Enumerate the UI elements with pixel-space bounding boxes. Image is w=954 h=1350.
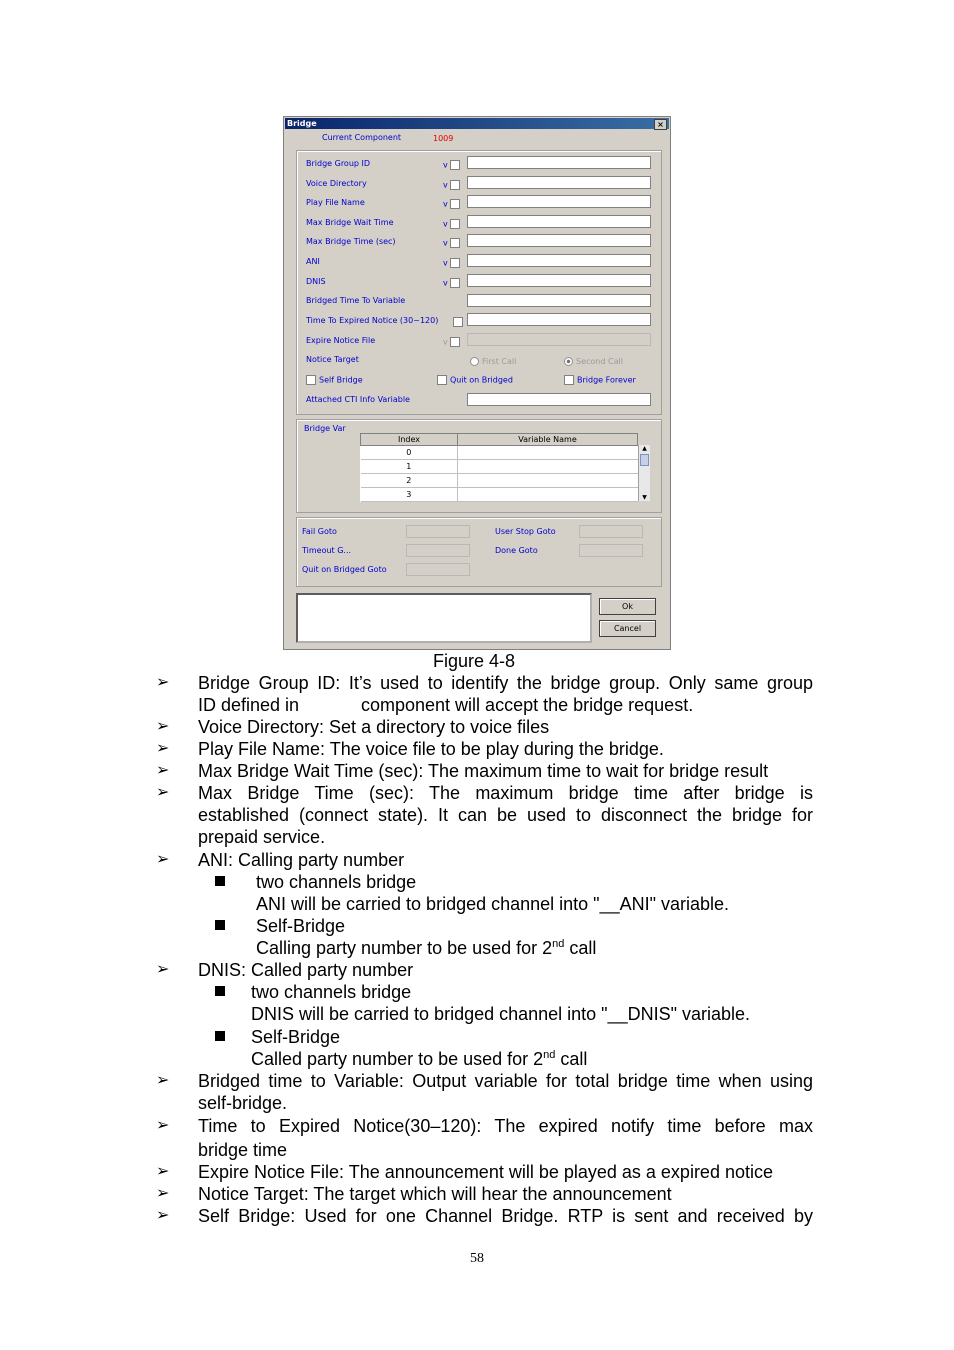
voice-directory-var[interactable]: v <box>443 180 460 190</box>
voice-directory-input[interactable] <box>467 176 651 189</box>
table-scrollbar[interactable] <box>638 445 650 501</box>
index-cell: 2 <box>361 474 458 488</box>
bullet-arrow-icon: ➢ <box>156 1072 170 1089</box>
square-bullet-icon <box>215 876 225 886</box>
index-cell: 1 <box>361 460 458 474</box>
bullet-arrow-icon: ➢ <box>156 851 170 868</box>
user-stop-goto-label: User Stop Goto <box>495 527 556 536</box>
play-file-name-input[interactable] <box>467 195 651 208</box>
table-row[interactable] <box>361 488 638 502</box>
ok-button[interactable]: Ok <box>599 598 656 615</box>
expire-notice-file-input[interactable] <box>467 333 651 346</box>
dnis-label: DNIS <box>306 277 326 286</box>
max-bridge-time-var[interactable]: v <box>443 238 460 248</box>
table-row[interactable] <box>361 460 638 474</box>
timeout-goto-field[interactable] <box>406 544 470 557</box>
item-ani-self-desc: Calling party number to be used for 2nd call <box>256 938 597 958</box>
expire-notice-file-var[interactable]: v <box>443 337 460 347</box>
bullet-arrow-icon: ➢ <box>156 674 170 691</box>
max-bridge-time-input[interactable] <box>467 234 651 247</box>
bullet-arrow-icon: ➢ <box>156 740 170 757</box>
close-icon[interactable]: × <box>654 119 667 130</box>
current-component-value: 1009 <box>433 134 454 143</box>
variable-cell <box>458 446 638 460</box>
timeout-goto-label: Timeout G... <box>302 546 352 555</box>
bullet-arrow-icon: ➢ <box>156 1117 170 1134</box>
item-expired-1: Time to Expired Notice(30–120): The expired notify time before max <box>198 1116 813 1136</box>
play-file-name-var[interactable]: v <box>443 199 460 209</box>
bridged-time-variable-label: Bridged Time To Variable <box>306 296 406 305</box>
item-voice-directory: Voice Directory: Set a directory to voice files <box>198 717 550 737</box>
notice-target-label: Notice Target <box>306 355 359 364</box>
max-bridge-wait-label: Max Bridge Wait Time <box>306 218 394 227</box>
bullet-arrow-icon: ➢ <box>156 1185 170 1202</box>
bullet-arrow-icon: ➢ <box>156 961 170 978</box>
cancel-button[interactable]: Cancel <box>599 620 656 637</box>
quit-bridged-goto-label: Quit on Bridged Goto <box>302 565 387 574</box>
variable-name-header[interactable]: Variable Name <box>458 434 638 446</box>
bridge-group-id-input[interactable] <box>467 156 651 169</box>
item-dnis-self: Self-Bridge <box>251 1027 341 1047</box>
first-call-radio[interactable]: First Call <box>470 357 516 366</box>
dialog-titlebar <box>285 118 669 129</box>
user-stop-goto-field[interactable] <box>579 525 643 538</box>
item-max-time-1: Max Bridge Time (sec): The maximum bridge time after bridge is <box>198 783 813 803</box>
bridge-dialog <box>283 116 671 650</box>
bullet-arrow-icon: ➢ <box>156 784 170 801</box>
item-play-file: Play File Name: The voice file to be play during the bridge. <box>198 739 664 759</box>
expire-notice-file-label: Expire Notice File <box>306 336 376 345</box>
dnis-input[interactable] <box>467 274 651 287</box>
item-dnis-self-desc: Called party number to be used for 2nd call <box>251 1049 588 1069</box>
item-bridged-time-2: self-bridge. <box>198 1093 288 1113</box>
bullet-arrow-icon: ➢ <box>156 762 170 779</box>
bridge-group-id-label: Bridge Group ID <box>306 159 371 168</box>
square-bullet-icon <box>215 986 225 996</box>
time-to-expired-label: Time To Expired Notice (30~120) <box>306 316 439 325</box>
item-dnis-two-desc: DNIS will be carried to bridged channel into "__DNIS" variable. <box>251 1004 751 1024</box>
item-ani-self: Self-Bridge <box>256 916 346 936</box>
item-max-wait: Max Bridge Wait Time (sec): The maximum time to wait for bridge result <box>198 761 769 781</box>
item-dnis-two: two channels bridge <box>251 982 412 1002</box>
index-header[interactable]: Index <box>361 434 458 446</box>
item-ani-two-desc: ANI will be carried to bridged channel into "__ANI" variable. <box>256 894 730 914</box>
current-component-label: Current Component <box>322 133 402 142</box>
bridge-group-id-var[interactable]: v <box>443 160 460 170</box>
max-bridge-wait-input[interactable] <box>467 215 651 228</box>
second-call-radio[interactable]: Second Call <box>564 357 623 366</box>
dialog-title: Bridge <box>287 119 317 128</box>
bridge-var-table <box>360 433 638 502</box>
play-file-name-label: Play File Name <box>306 198 365 207</box>
bridged-time-variable-input[interactable] <box>467 294 651 307</box>
bullet-arrow-icon: ➢ <box>156 1163 170 1180</box>
table-row[interactable] <box>361 474 638 488</box>
max-bridge-time-label: Max Bridge Time (sec) <box>306 237 396 246</box>
index-cell: 3 <box>361 488 458 502</box>
square-bullet-icon <box>215 920 225 930</box>
scroll-up-icon[interactable]: ▲ <box>642 445 647 452</box>
ani-var[interactable]: v <box>443 258 460 268</box>
variable-cell <box>458 474 638 488</box>
item-bridge-group-1: Bridge Group ID: It’s used to identify the bridge group. Only same group <box>198 673 813 693</box>
item-self-bridge: Self Bridge: Used for one Channel Bridge. RTP is sent and received by <box>198 1206 813 1226</box>
item-ani-two: two channels bridge <box>256 872 417 892</box>
done-goto-field[interactable] <box>579 544 643 557</box>
time-to-expired-input[interactable] <box>467 313 651 326</box>
bullet-arrow-icon: ➢ <box>156 1207 170 1224</box>
table-row[interactable] <box>361 446 638 460</box>
max-bridge-wait-var[interactable]: v <box>443 219 460 229</box>
item-max-time-3: prepaid service. <box>198 827 326 847</box>
item-expire-file: Expire Notice File: The announcement will be played as a expired notice <box>198 1162 773 1182</box>
figure-caption: Figure 4-8 <box>433 651 516 671</box>
item-expired-2: bridge time <box>198 1140 288 1160</box>
item-max-time-2: established (connect state). It can be used to disconnect the bridge for <box>198 805 813 825</box>
ani-label: ANI <box>306 257 320 266</box>
item-bridge-group-2b: component will accept the bridge request. <box>361 695 694 715</box>
item-dnis: DNIS: Called party number <box>198 960 414 980</box>
page-number: 58 <box>470 1251 484 1266</box>
attached-cti-input[interactable] <box>467 393 651 406</box>
memo-textarea[interactable] <box>296 593 592 643</box>
time-to-expired-checkbox[interactable] <box>451 317 463 327</box>
index-cell: 0 <box>361 446 458 460</box>
bridge-forever-checkbox[interactable]: Bridge Forever <box>564 375 636 385</box>
item-ani: ANI: Calling party number <box>198 850 405 870</box>
variable-cell <box>458 460 638 474</box>
item-notice-target: Notice Target: The target which will hear the announcement <box>198 1184 672 1204</box>
ani-input[interactable] <box>467 254 651 267</box>
item-bridged-time-1: Bridged time to Variable: Output variable for total bridge time when using <box>198 1071 813 1091</box>
variable-cell <box>458 488 638 502</box>
item-bridge-group-2a: ID defined in <box>198 695 300 715</box>
quit-on-bridged-checkbox[interactable]: Quit on Bridged <box>437 375 513 385</box>
bridge-var-label: Bridge Var <box>304 424 346 433</box>
scroll-thumb[interactable] <box>640 454 649 466</box>
dnis-var[interactable]: v <box>443 278 460 288</box>
scroll-down-icon[interactable]: ▼ <box>642 494 647 501</box>
done-goto-label: Done Goto <box>495 546 538 555</box>
voice-directory-label: Voice Directory <box>306 179 367 188</box>
self-bridge-checkbox[interactable]: Self Bridge <box>306 375 363 385</box>
fail-goto-label: Fail Goto <box>302 527 337 536</box>
quit-bridged-goto-field[interactable] <box>406 563 470 576</box>
square-bullet-icon <box>215 1031 225 1041</box>
bullet-arrow-icon: ➢ <box>156 718 170 735</box>
attached-cti-label: Attached CTI Info Variable <box>306 395 410 404</box>
fail-goto-field[interactable] <box>406 525 470 538</box>
